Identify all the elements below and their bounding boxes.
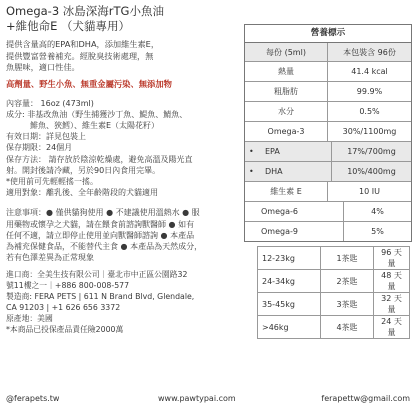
- dosage-weight: 12-23kg: [258, 247, 321, 270]
- spec-line: 有效日期：詳見包裝上: [6, 132, 86, 142]
- product-intro: [6, 39, 238, 74]
- precautions: [6, 207, 238, 263]
- nutrition-row: [245, 82, 411, 102]
- nutrition-subheader: [245, 43, 411, 62]
- nutrition-table: [244, 24, 412, 242]
- nutrition-header: 營養標示: [245, 25, 411, 43]
- spec-line: 適用對象：離乳後、全年齡階段的犬貓適用: [6, 188, 158, 198]
- nutrient-value: 10%/400mg: [347, 167, 396, 176]
- note-line: 用藥物或懷孕之犬貓，請在餵食前諮詢獸醫師 ● 如有: [6, 219, 195, 229]
- feature-highlight: 高劑量、野生小魚、無重金屬污染、無添加物: [6, 78, 172, 89]
- intro-line: 提供含量高的EPA和DHA，添加維生素E，: [6, 39, 160, 49]
- product-title-line-2: +維他命E （犬貓專用）: [6, 19, 131, 33]
- nutrition-row: [245, 202, 411, 222]
- importer-line: CA 91203 | +1 626 656 3372: [6, 303, 121, 313]
- dosage-amount: 3茶匙: [321, 293, 374, 316]
- dosage-row: [258, 293, 410, 316]
- nutrient-name: 熱量: [245, 62, 328, 81]
- nutrient-name: 維生素 E: [245, 182, 328, 201]
- product-specs: [6, 98, 238, 199]
- dosage-days: 96 天量: [374, 247, 410, 270]
- spec-line: 成分: 非基改魚油（野生捕獲沙丁魚、鯷魚、鯖魚、: [6, 109, 188, 119]
- dosage-days: 48 天量: [374, 270, 410, 293]
- nutrient-value: 41.4 kcal: [351, 67, 388, 76]
- nutrient-name: Omega-6: [245, 202, 344, 221]
- dosage-row: [258, 316, 410, 339]
- dosage-amount: 4茶匙: [321, 316, 374, 339]
- nutrition-row: [245, 182, 411, 202]
- bullet-icon: •: [249, 147, 254, 156]
- dosage-weight: 24-34kg: [258, 270, 321, 293]
- servings-per-pack: 本包裝含 96份: [343, 47, 396, 57]
- nutrient-value: 17%/700mg: [347, 147, 396, 156]
- email-link[interactable]: ferapettw@gmail.com: [321, 394, 410, 403]
- importer-info: [6, 269, 238, 335]
- note-line: 若有色澤差異為正常現象: [6, 253, 94, 263]
- nutrient-value: 0.5%: [359, 107, 380, 116]
- nutrition-row: [245, 122, 411, 142]
- nutrient-name: [245, 162, 332, 181]
- dosage-days: 24 天量: [374, 316, 410, 339]
- spec-line: 保存方法： 請存放於陰涼乾燥處，避免高溫及陽光直: [6, 154, 193, 164]
- dosage-weight: 35-45kg: [258, 293, 321, 316]
- importer-line: *本商品已投保產品責任險2000萬: [6, 325, 124, 335]
- spec-line: 保存期限：24個月: [6, 143, 73, 153]
- nutrition-row: [245, 222, 411, 241]
- spec-line: 射。開封後請冷藏，另於90日內食用完畢。: [6, 165, 161, 175]
- nutrition-row: [245, 142, 411, 162]
- nutrient-name: [245, 142, 332, 161]
- dosage-table: [257, 246, 410, 339]
- nutrient-value: 5%: [371, 227, 384, 236]
- dosage-row: [258, 270, 410, 293]
- importer-line: 原產地：美國: [6, 314, 53, 324]
- dosage-amount: 1茶匙: [321, 247, 374, 270]
- note-line: 任何不適，請立即停止使用並向獸醫師諮詢 ● 本產品: [6, 230, 195, 240]
- nutrition-row: [245, 62, 411, 82]
- nutrient-name: 粗脂肪: [245, 82, 328, 101]
- nutrient-name: Omega-3: [245, 122, 328, 141]
- importer-line: 製造商: FERA PETS | 611 N Brand Blvd, Glendale,: [6, 292, 195, 302]
- dosage-amount: 2茶匙: [321, 270, 374, 293]
- nutrient-value: 10 IU: [359, 187, 380, 196]
- website-link[interactable]: www.pawtypai.com: [158, 394, 236, 403]
- nutrient-value: 99.9%: [356, 87, 383, 96]
- dosage-weight: >46kg: [258, 316, 321, 339]
- importer-line: 號11樓之一｜+886 800-008-577: [6, 281, 130, 291]
- product-title: [6, 4, 238, 34]
- spec-line: 鯡魚、狹鱈）、維生素E（太陽花籽）: [6, 120, 160, 130]
- nutrient-name: Omega-9: [245, 222, 344, 241]
- dosage-days: 32 天量: [374, 293, 410, 316]
- nutrition-row: [245, 162, 411, 182]
- instagram-handle[interactable]: @ferapets.tw: [6, 394, 60, 403]
- nutrient-label: DHA: [265, 167, 283, 176]
- product-info: [6, 4, 238, 335]
- spec-line: *使用前可先輕輕搖一搖。: [6, 176, 98, 186]
- spec-line: 內容量： 16oz (473ml): [6, 98, 94, 108]
- nutrient-name: 水分: [245, 102, 328, 121]
- bullet-icon: •: [249, 167, 254, 176]
- serving-size: 每份 (5ml): [245, 43, 328, 61]
- nutrient-label: EPA: [265, 147, 280, 156]
- intro-line: 提供豐富營養補充。經脫臭技術處理，無: [6, 50, 154, 61]
- note-line: 注意事項：● 僅供貓狗使用 ● 不建議使用溫熱水 ● 服: [6, 208, 200, 218]
- note-line: 為補充保健食品，不能替代主食 ● 本產品為天然成分，: [6, 241, 203, 251]
- nutrient-value: 4%: [371, 207, 384, 216]
- nutrition-row: [245, 102, 411, 122]
- intro-line: 魚腥味，適口性佳。: [6, 62, 80, 72]
- dosage-row: [258, 247, 410, 270]
- importer-line: 進口商：全美生技有限公司｜臺北市中正區公園路32: [6, 270, 188, 280]
- product-title-line-1: Omega-3 冰島深海rTG小魚油: [6, 4, 164, 18]
- nutrient-value: 30%/1100mg: [342, 127, 397, 136]
